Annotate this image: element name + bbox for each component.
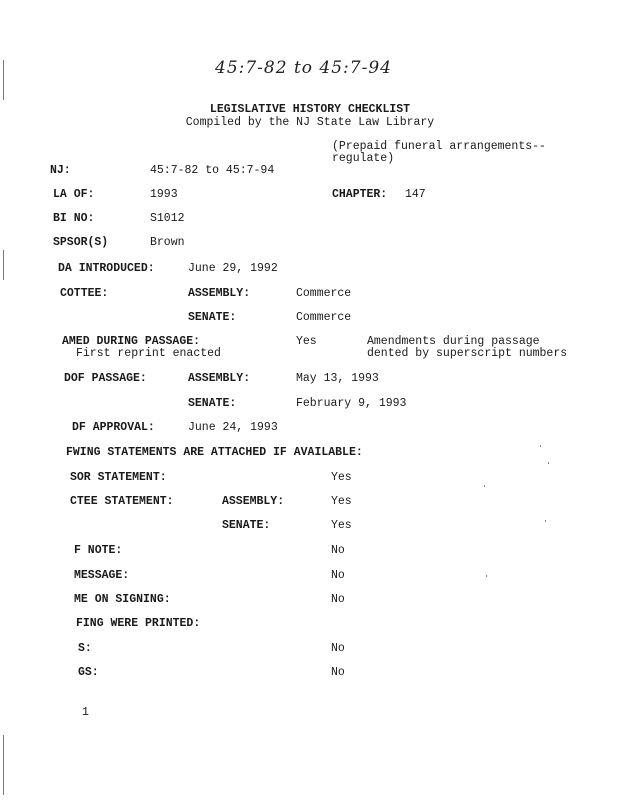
passage-assembly-label: ASSEMBLY: <box>188 372 251 385</box>
bill-no-label: BI NO: <box>53 212 95 225</box>
bill-no-value: S1012 <box>150 212 185 225</box>
nj-value: 45:7-82 to 45:7-94 <box>150 164 275 177</box>
date-approval-value: June 24, 1993 <box>188 421 278 434</box>
passage-assembly-value: May 13, 1993 <box>296 372 379 385</box>
scan-edge-mark <box>3 250 4 280</box>
amended-note-line1: Amendments during passage <box>367 335 540 348</box>
law-of-label: LA OF: <box>53 188 95 201</box>
scan-speck <box>548 462 549 464</box>
reports-label: S: <box>78 642 92 655</box>
scan-edge-mark <box>3 735 4 795</box>
scan-edge-mark <box>3 60 4 100</box>
chapter-label: CHAPTER: <box>332 188 388 201</box>
document-title: LEGISLATIVE HISTORY CHECKLIST <box>209 103 411 116</box>
committee-statement-assembly-label: ASSEMBLY: <box>222 495 285 508</box>
handwritten-note: 45:7-82 to 45:7-94 <box>215 58 392 78</box>
nj-label: NJ: <box>50 164 71 177</box>
law-of-value: 1993 <box>150 188 178 201</box>
committee-label: COTTEE: <box>60 287 109 300</box>
date-approval-label: DF APPROVAL: <box>72 421 155 434</box>
sponsor-value: Brown <box>150 236 185 249</box>
veto-message-label: MESSAGE: <box>74 569 130 582</box>
scan-speck <box>484 485 485 487</box>
veto-message-value: No <box>331 569 345 582</box>
following-printed-label: FING WERE PRINTED: <box>76 617 201 630</box>
sponsor-statement-label: SOR STATEMENT: <box>70 471 167 484</box>
date-passage-label: DOF PASSAGE: <box>64 372 147 385</box>
committee-statement-label: CTEE STATEMENT: <box>70 495 174 508</box>
scan-speck <box>540 445 541 447</box>
statements-heading: FWING STATEMENTS ARE ATTACHED IF AVAILABLE: <box>66 446 363 459</box>
sponsor-statement-value: Yes <box>331 471 352 484</box>
bill-description-line1: (Prepaid funeral arrangements-- <box>332 140 546 153</box>
passage-senate-label: SENATE: <box>188 397 237 410</box>
scan-speck <box>545 520 546 522</box>
committee-assembly-value: Commerce <box>296 287 352 300</box>
scan-speck <box>486 575 487 577</box>
message-signing-value: No <box>331 593 345 606</box>
committee-assembly-label: ASSEMBLY: <box>188 287 251 300</box>
hearings-label: GS: <box>78 666 99 679</box>
fiscal-note-label: F NOTE: <box>74 544 123 557</box>
fiscal-note-value: No <box>331 544 345 557</box>
sponsor-label: SPSOR(S) <box>53 236 109 249</box>
message-signing-label: ME ON SIGNING: <box>74 593 171 606</box>
committee-senate-label: SENATE: <box>188 311 237 324</box>
committee-senate-value: Commerce <box>296 311 352 324</box>
bill-description-line2: regulate) <box>332 152 395 165</box>
amended-label: AMED DURING PASSAGE: <box>62 335 201 348</box>
amended-sub-label: First reprint enacted <box>76 347 221 360</box>
committee-statement-senate-label: SENATE: <box>222 519 271 532</box>
hearings-value: No <box>331 666 345 679</box>
passage-senate-value: February 9, 1993 <box>296 397 407 410</box>
page-mark: 1 <box>82 706 89 719</box>
amended-value: Yes <box>296 335 317 348</box>
date-introduced-value: June 29, 1992 <box>188 262 278 275</box>
document-subtitle: Compiled by the NJ State Law Library <box>185 116 435 129</box>
reports-value: No <box>331 642 345 655</box>
amended-note-line2: dented by superscript numbers <box>367 347 568 360</box>
date-introduced-label: DA INTRODUCED: <box>58 262 155 275</box>
committee-statement-assembly-value: Yes <box>331 495 352 508</box>
chapter-value: 147 <box>405 188 426 201</box>
committee-statement-senate-value: Yes <box>331 519 352 532</box>
